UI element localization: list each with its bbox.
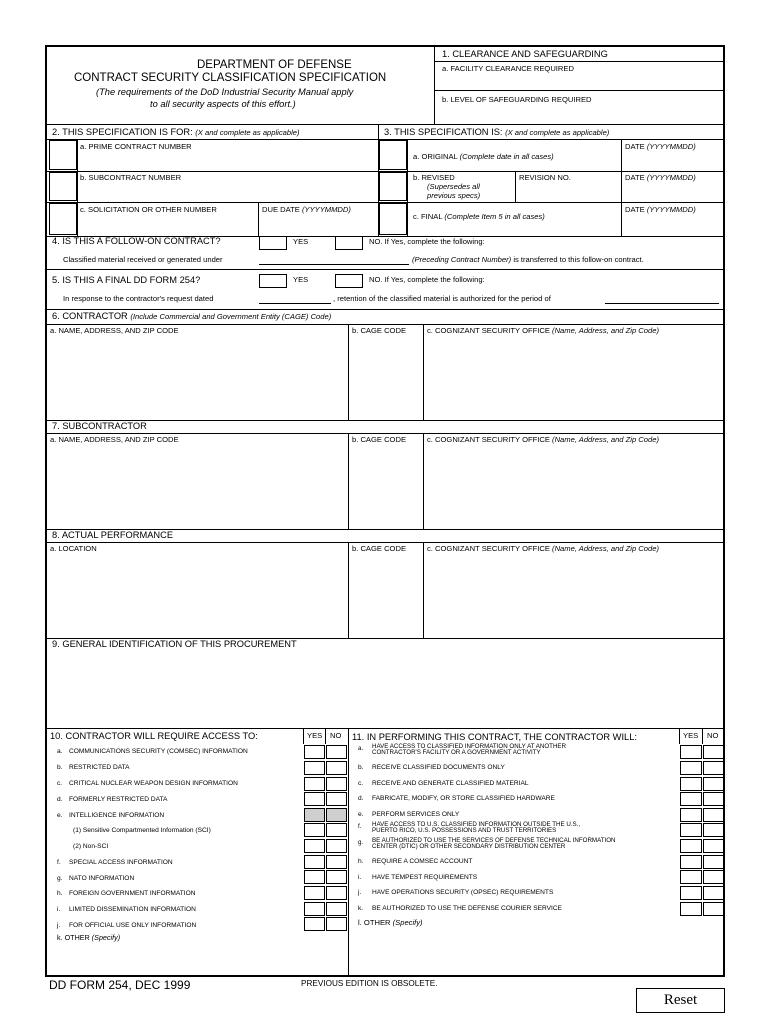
contractor-name-address-field[interactable] xyxy=(50,338,346,418)
s4-yes-checkbox[interactable] xyxy=(259,236,287,250)
s11-b-yes[interactable] xyxy=(680,761,702,775)
s1-a-label: a. FACILITY CLEARANCE REQUIRED xyxy=(442,64,574,73)
dept-title: DEPARTMENT OF DEFENSE xyxy=(197,59,352,71)
due-date-field[interactable] xyxy=(262,216,375,234)
final-date-field[interactable] xyxy=(625,216,723,234)
s10-i-yes[interactable] xyxy=(304,902,325,916)
s11-k-yes[interactable] xyxy=(680,902,702,916)
revision-number-field[interactable] xyxy=(519,184,619,200)
subcontractor-name-address-field[interactable] xyxy=(50,447,346,527)
facility-clearance-field[interactable] xyxy=(437,76,723,88)
s10-item-text: NATO INFORMATION xyxy=(69,875,135,882)
subcontractor-cage-code-field[interactable] xyxy=(351,447,421,527)
s11-e-no[interactable] xyxy=(703,808,724,822)
s10-item-key: d. xyxy=(57,796,63,803)
revision-no-label: REVISION NO. xyxy=(519,173,571,182)
performance-cage-code-field[interactable] xyxy=(351,556,421,636)
s11-g-no[interactable] xyxy=(703,839,724,853)
performance-security-office-field[interactable] xyxy=(427,556,723,636)
s10-item-key: f. xyxy=(57,859,61,866)
s10-i-no[interactable] xyxy=(326,902,347,916)
divider xyxy=(47,309,725,310)
s2-title: 2. THIS SPECIFICATION IS FOR: (X and complete as applicable) xyxy=(52,127,300,137)
original-date-field[interactable] xyxy=(625,153,723,169)
s1-b-label: b. LEVEL OF SAFEGUARDING REQUIRED xyxy=(442,95,592,104)
s11-item-text: PERFORM SERVICES ONLY xyxy=(372,811,460,818)
s10-e2-yes[interactable] xyxy=(304,839,325,853)
divider xyxy=(621,139,622,236)
s5-yes-checkbox[interactable] xyxy=(259,274,287,288)
s10-item-key: a. xyxy=(57,748,63,755)
s11-item-key: e. xyxy=(358,811,364,818)
s10-item-key: b. xyxy=(57,764,63,771)
s10-item-text: LIMITED DISSEMINATION INFORMATION xyxy=(69,906,196,913)
divider xyxy=(434,90,725,91)
s10-item-text: (2) Non-SCI xyxy=(73,843,109,850)
s11-item-key: a. xyxy=(358,745,364,752)
divider xyxy=(348,542,349,638)
s4-no-label: NO. If Yes, complete the following: xyxy=(369,237,485,246)
s11-d-yes[interactable] xyxy=(680,792,702,806)
s4-note: (Preceding Contract Number) is transferred to this follow-on contract. xyxy=(412,255,644,264)
s10-c-yes[interactable] xyxy=(304,777,325,791)
s10-g-yes[interactable] xyxy=(304,870,325,884)
s10-item-text: CRITICAL NUCLEAR WEAPON DESIGN INFORMATION xyxy=(69,780,238,787)
s11-item-key: c. xyxy=(358,780,364,787)
s10-item-text: FOR OFFICIAL USE ONLY INFORMATION xyxy=(69,922,197,929)
retention-period-line xyxy=(605,303,719,304)
s10-item-key: e. xyxy=(57,812,63,819)
s10-item-key: c. xyxy=(57,780,63,787)
s7-c-label: c. COGNIZANT SECURITY OFFICE (Name, Address, and Zip Code) xyxy=(427,435,659,444)
s10-d-yes[interactable] xyxy=(304,792,325,806)
obsolete-notice: PREVIOUS EDITION IS OBSOLETE. xyxy=(301,979,438,988)
s11-title: 11. IN PERFORMING THIS CONTRACT, THE CONTRACTOR WILL: xyxy=(352,732,637,742)
s3-a-label: a. ORIGINAL (Complete date in all cases) xyxy=(413,152,554,161)
s11-item-text: CENTER (DTIC) OR OTHER SECONDARY DISTRIBUTION CENTER xyxy=(372,843,566,850)
s11-item-key: h. xyxy=(358,858,364,865)
s10-h-no[interactable] xyxy=(326,886,347,900)
s3-b-label: b. REVISED xyxy=(413,173,455,182)
s11-e-yes[interactable] xyxy=(680,808,702,822)
procurement-identification-field[interactable] xyxy=(52,653,720,723)
s11-l-label: l. OTHER (Specify) xyxy=(358,918,423,927)
s10-g-no[interactable] xyxy=(326,870,347,884)
s10-item-text: FOREIGN GOVERNMENT INFORMATION xyxy=(69,890,196,897)
s11-j-yes[interactable] xyxy=(680,886,702,900)
s11-c-no[interactable] xyxy=(703,777,724,791)
s5-title: 5. IS THIS A FINAL DD FORM 254? xyxy=(52,275,201,285)
s10-no-header: NO xyxy=(330,731,342,740)
header-subtitle-1: (The requirements of the DoD Industrial Security Manual apply xyxy=(96,87,354,97)
s10-title: 10. CONTRACTOR WILL REQUIRE ACCESS TO: xyxy=(50,731,258,741)
s11-h-yes[interactable] xyxy=(680,855,702,869)
divider xyxy=(47,433,725,434)
s10-yes-header: YES xyxy=(307,731,323,740)
s11-i-yes[interactable] xyxy=(680,870,702,884)
s11-item-text: RECEIVE CLASSIFIED DOCUMENTS ONLY xyxy=(372,764,505,771)
divider xyxy=(515,171,516,202)
s11-item-text: CONTRACTOR'S FACILITY OR A GOVERNMENT ACTIVITY xyxy=(372,749,541,756)
prime-contract-number-field[interactable] xyxy=(81,153,375,171)
s7-a-label: a. NAME, ADDRESS, AND ZIP CODE xyxy=(50,435,179,444)
preceding-contract-line xyxy=(259,264,409,265)
s3-c-date-label: DATE (YYYYMMDD) xyxy=(625,205,696,214)
contractor-security-office-field[interactable] xyxy=(427,338,723,418)
divider xyxy=(47,542,725,543)
s11-d-no[interactable] xyxy=(703,792,724,806)
s3-title: 3. THIS SPECIFICATION IS: (X and complete as applicable) xyxy=(384,127,610,137)
s11-f-yes[interactable] xyxy=(680,823,702,837)
s10-e1-no[interactable] xyxy=(326,823,347,837)
s10-a-no[interactable] xyxy=(326,745,347,759)
s2-c-label: c. SOLICITATION OR OTHER NUMBER xyxy=(80,205,217,214)
s10-item-text: FORMERLY RESTRICTED DATA xyxy=(69,796,168,803)
form-title: CONTRACT SECURITY CLASSIFICATION SPECIFICATION xyxy=(74,72,387,84)
s11-item-key: j. xyxy=(358,889,362,896)
divider xyxy=(47,420,725,421)
subcontractor-security-office-field[interactable] xyxy=(427,447,723,527)
s5-no-label: NO. If Yes, complete the following: xyxy=(369,275,485,284)
safeguarding-level-field[interactable] xyxy=(437,107,723,121)
s4-title: 4. IS THIS A FOLLOW-ON CONTRACT? xyxy=(52,236,221,246)
header-subtitle-2: to all security aspects of this effort.) xyxy=(150,99,296,109)
s10-item-text: RESTRICTED DATA xyxy=(69,764,130,771)
s10-item-text: COMMUNICATIONS SECURITY (COMSEC) INFORMATION xyxy=(69,748,248,755)
s10-b-no[interactable] xyxy=(326,761,347,775)
s11-item-key: b. xyxy=(358,764,364,771)
retention-period-field[interactable] xyxy=(605,291,719,303)
s3-a-checkbox[interactable] xyxy=(379,140,407,170)
s10-f-no[interactable] xyxy=(326,855,347,869)
s5-line2-label: , retention of the classified material is authorized for the period of xyxy=(333,294,551,303)
reset-button[interactable]: Reset xyxy=(636,988,725,1013)
s11-item-text: HAVE OPERATIONS SECURITY (OPSEC) REQUIREMENTS xyxy=(372,889,554,896)
s6-a-label: a. NAME, ADDRESS, AND ZIP CODE xyxy=(50,326,179,335)
s10-other-field[interactable] xyxy=(57,945,345,975)
divider xyxy=(303,728,304,744)
s8-c-label: c. COGNIZANT SECURITY OFFICE (Name, Address, and Zip Code) xyxy=(427,544,659,553)
s6-c-label: c. COGNIZANT SECURITY OFFICE (Name, Address, and Zip Code) xyxy=(427,326,659,335)
s11-item-key: d. xyxy=(358,795,364,802)
s3-c-label: c. FINAL (Complete Item 5 in all cases) xyxy=(413,212,545,221)
divider xyxy=(325,728,326,744)
divider xyxy=(407,139,408,236)
s11-b-no[interactable] xyxy=(703,761,724,775)
s11-h-no[interactable] xyxy=(703,855,724,869)
s11-item-text: REQUIRE A COMSEC ACCOUNT xyxy=(372,858,473,865)
divider xyxy=(47,124,725,125)
solicitation-number-field[interactable] xyxy=(81,216,256,234)
s11-j-no[interactable] xyxy=(703,886,724,900)
s11-g-yes[interactable] xyxy=(680,839,702,853)
s10-k-label: k. OTHER (Specify) xyxy=(57,933,121,942)
divider xyxy=(423,433,424,529)
s11-c-yes[interactable] xyxy=(680,777,702,791)
divider xyxy=(348,728,349,977)
divider xyxy=(77,139,78,236)
s11-item-key: i. xyxy=(358,874,362,881)
s3-a-date-label: DATE (YYYYMMDD) xyxy=(625,142,696,151)
performance-location-field[interactable] xyxy=(50,556,346,636)
divider xyxy=(348,433,349,529)
s5-no-checkbox[interactable] xyxy=(335,274,363,288)
s11-yes-header: YES xyxy=(683,731,699,740)
s11-other-field[interactable] xyxy=(358,931,720,975)
s4-line-label: Classified material received or generated under xyxy=(63,255,223,264)
s8-title: 8. ACTUAL PERFORMANCE xyxy=(52,530,174,540)
s11-item-text: BE AUTHORIZED TO USE THE DEFENSE COURIER SERVICE xyxy=(372,905,563,912)
s3-b-date-label: DATE (YYYYMMDD) xyxy=(625,173,696,182)
s11-item-text: HAVE ACCESS TO CLASSIFIED INFORMATION ONLY AT ANOTHER xyxy=(372,743,567,750)
preceding-contract-field[interactable] xyxy=(259,252,409,264)
dd-form-254 xyxy=(45,45,725,977)
divider xyxy=(423,324,424,420)
s10-item-key: i. xyxy=(57,906,61,913)
s3-b-note-2: previous specs) xyxy=(427,191,481,200)
s11-item-text: RECEIVE AND GENERATE CLASSIFIED MATERIAL xyxy=(372,780,529,787)
s11-f-no[interactable] xyxy=(703,823,724,837)
s11-item-key: f. xyxy=(358,823,362,830)
form-number: DD FORM 254, DEC 1999 xyxy=(49,978,191,992)
s3-b-note-1: (Supersedes all xyxy=(427,182,480,191)
s10-h-yes[interactable] xyxy=(304,886,325,900)
s4-yes-label: YES xyxy=(293,237,309,246)
s11-item-key: g. xyxy=(358,839,364,846)
s11-a-no[interactable] xyxy=(703,745,724,759)
s7-b-label: b. CAGE CODE xyxy=(352,435,407,444)
s10-item-text: INTELLIGENCE INFORMATION xyxy=(69,812,165,819)
s6-b-label: b. CAGE CODE xyxy=(352,326,407,335)
s7-title: 7. SUBCONTRACTOR xyxy=(52,421,147,431)
s11-a-yes[interactable] xyxy=(680,745,702,759)
divider xyxy=(434,61,725,62)
divider xyxy=(47,728,725,729)
s1-title: 1. CLEARANCE AND SAFEGUARDING xyxy=(442,49,608,59)
s11-k-no[interactable] xyxy=(703,902,724,916)
due-date-label: DUE DATE (YYYYMMDD) xyxy=(262,205,351,214)
s10-e-yes xyxy=(304,808,325,822)
s10-j-no[interactable] xyxy=(326,917,347,931)
s2-c-checkbox[interactable] xyxy=(49,203,77,235)
s10-f-yes[interactable] xyxy=(304,855,325,869)
contractor-cage-code-field[interactable] xyxy=(351,338,421,418)
s2-a-label: a. PRIME CONTRACT NUMBER xyxy=(80,142,192,151)
s10-e2-no[interactable] xyxy=(326,839,347,853)
s10-b-yes[interactable] xyxy=(304,761,325,775)
s9-title: 9. GENERAL IDENTIFICATION OF THIS PROCUREMENT xyxy=(52,639,297,649)
divider xyxy=(434,47,435,124)
divider xyxy=(702,728,703,744)
s5-yes-label: YES xyxy=(293,275,309,284)
request-date-line xyxy=(259,303,331,304)
divider xyxy=(348,324,349,420)
revised-date-field[interactable] xyxy=(625,184,723,200)
divider xyxy=(47,269,725,270)
s10-e-no xyxy=(326,808,347,822)
s10-j-yes[interactable] xyxy=(304,917,325,931)
s10-e1-yes[interactable] xyxy=(304,823,325,837)
s11-item-text: PUERTO RICO, U.S. POSSESSIONS AND TRUST TERRITORIES xyxy=(372,827,557,834)
s3-b-checkbox[interactable] xyxy=(379,172,407,201)
s4-no-checkbox[interactable] xyxy=(335,236,363,250)
s3-c-checkbox[interactable] xyxy=(379,203,407,235)
s6-title: 6. CONTRACTOR (Include Commercial and Government Entity (CAGE) Code) xyxy=(52,311,332,321)
s2-a-checkbox[interactable] xyxy=(49,140,77,170)
s10-c-no[interactable] xyxy=(326,777,347,791)
s11-item-text: HAVE TEMPEST REQUIREMENTS xyxy=(372,874,478,881)
divider xyxy=(47,324,725,325)
s5-line1-label: In response to the contractor's request dated xyxy=(63,294,214,303)
s11-item-key: k. xyxy=(358,905,364,912)
s8-a-label: a. LOCATION xyxy=(50,544,97,553)
s11-item-text: HAVE ACCESS TO U.S. CLASSIFIED INFORMATION OUTSIDE THE U.S., xyxy=(372,821,581,828)
divider xyxy=(423,542,424,638)
s11-no-header: NO xyxy=(707,731,719,740)
subcontract-number-field[interactable] xyxy=(81,184,375,201)
s10-item-text: (1) Sensitive Compartmented Information (SCI) xyxy=(73,827,211,834)
s10-a-yes[interactable] xyxy=(304,745,325,759)
s2-b-checkbox[interactable] xyxy=(49,172,77,201)
s8-b-label: b. CAGE CODE xyxy=(352,544,407,553)
s10-item-text: SPECIAL ACCESS INFORMATION xyxy=(69,859,173,866)
s10-d-no[interactable] xyxy=(326,792,347,806)
s11-i-no[interactable] xyxy=(703,870,724,884)
divider xyxy=(258,202,259,236)
s10-item-key: g. xyxy=(57,875,63,882)
s11-item-text: FABRICATE, MODIFY, OR STORE CLASSIFIED HARDWARE xyxy=(372,795,555,802)
s2-b-label: b. SUBCONTRACT NUMBER xyxy=(80,173,182,182)
s10-item-key: j. xyxy=(57,922,61,929)
s11-item-text: BE AUTHORIZED TO USE THE SERVICES OF DEFENSE TECHNICAL INFORMATION xyxy=(372,837,616,844)
request-date-field[interactable] xyxy=(259,291,331,303)
s10-item-key: h. xyxy=(57,890,63,897)
divider xyxy=(679,728,680,744)
